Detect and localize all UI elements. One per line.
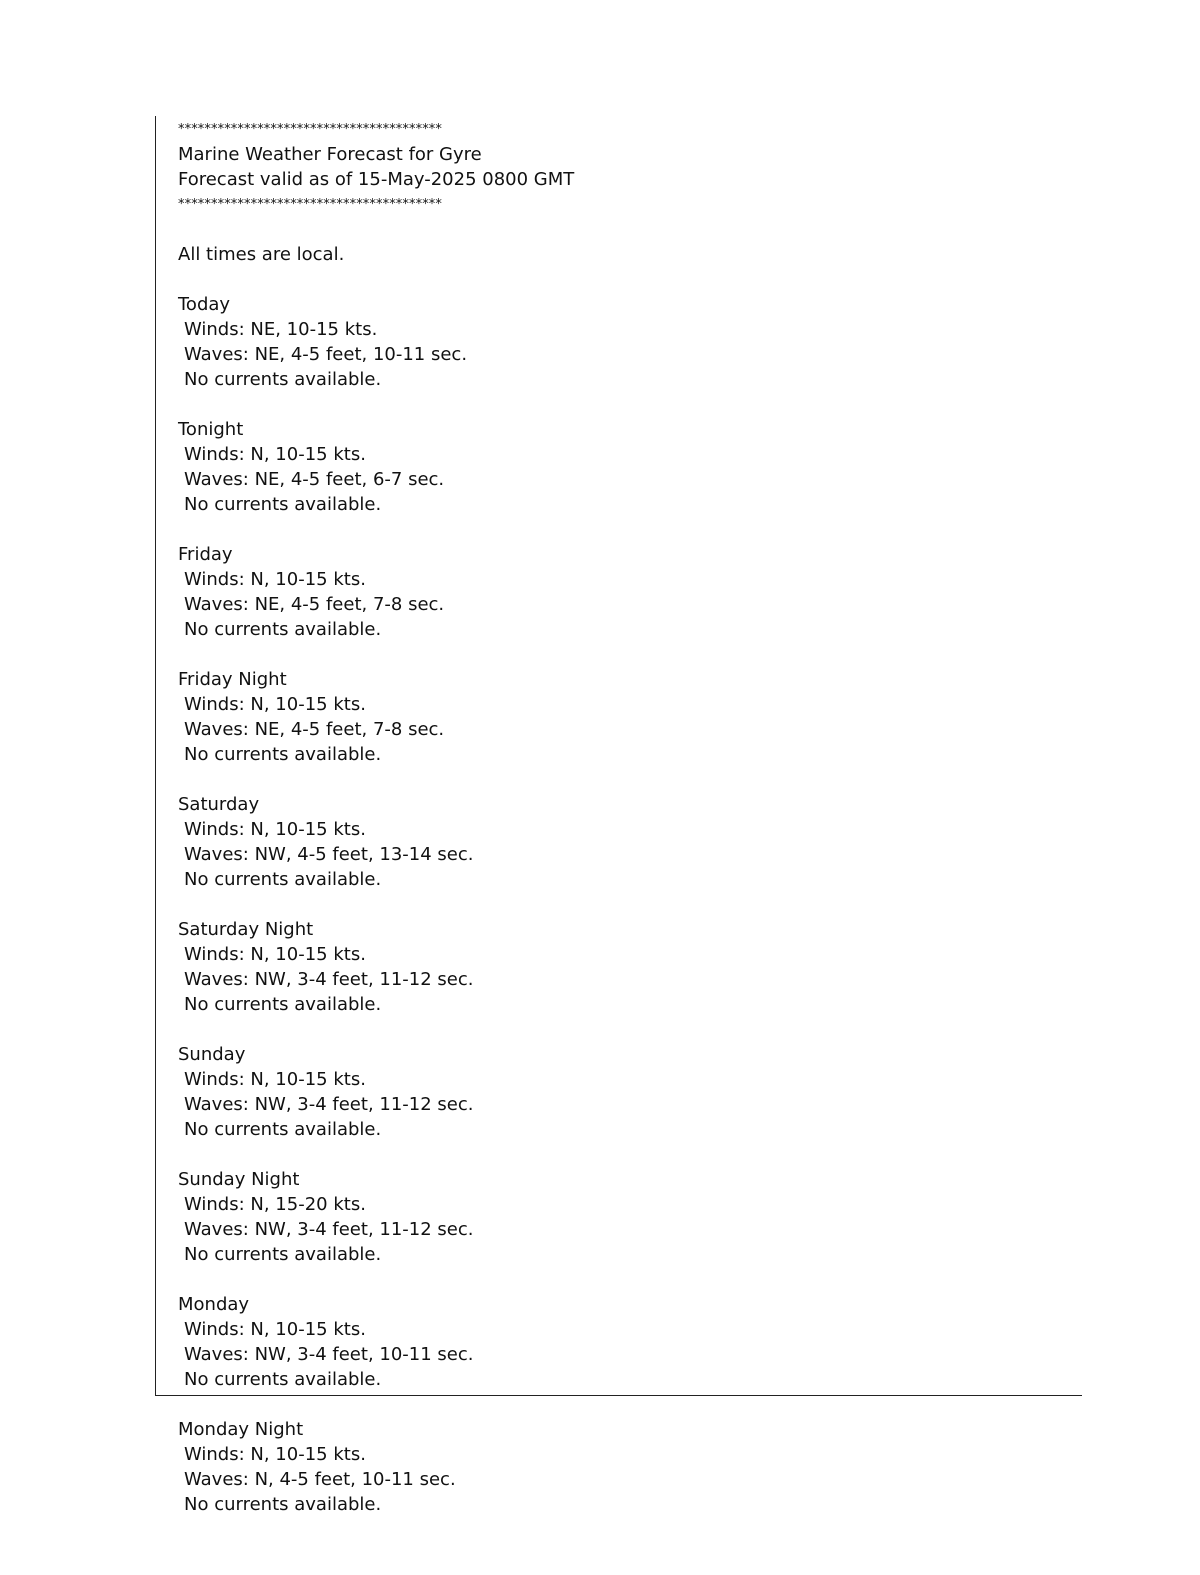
- period-waves: Waves: NW, 4-5 feet, 13-14 sec.: [184, 844, 474, 865]
- period-waves: Waves: NW, 3-4 feet, 11-12 sec.: [184, 969, 474, 990]
- period-tonight: [178, 417, 1078, 517]
- period-name: Today: [178, 294, 231, 315]
- period-monday: [178, 1292, 1078, 1392]
- period-waves: Waves: NE, 4-5 feet, 7-8 sec.: [184, 719, 445, 740]
- period-name: Sunday Night: [178, 1169, 300, 1190]
- spacer: [178, 267, 1078, 292]
- period-currents: No currents available.: [184, 369, 382, 390]
- left-border-rule: [155, 116, 156, 1396]
- period-currents: No currents available.: [184, 1494, 382, 1515]
- period-waves: Waves: NE, 4-5 feet, 6-7 sec.: [184, 469, 445, 490]
- forecast-document: [178, 117, 1078, 1542]
- period-waves: Waves: N, 4-5 feet, 10-11 sec.: [184, 1469, 456, 1490]
- period-sunday-night: [178, 1167, 1078, 1267]
- period-name: Friday Night: [178, 669, 287, 690]
- period-winds: Winds: N, 10-15 kts.: [184, 1069, 366, 1090]
- period-friday-night: [178, 667, 1078, 767]
- period-name: Monday: [178, 1294, 250, 1315]
- period-monday-night: [178, 1417, 1078, 1517]
- period-currents: No currents available.: [184, 1119, 382, 1140]
- period-name: Saturday: [178, 794, 260, 815]
- period-currents: No currents available.: [184, 1369, 382, 1390]
- period-friday: [178, 542, 1078, 642]
- period-winds: Winds: N, 15-20 kts.: [184, 1194, 366, 1215]
- period-today: [178, 292, 1078, 392]
- period-waves: Waves: NE, 4-5 feet, 7-8 sec.: [184, 594, 445, 615]
- period-currents: No currents available.: [184, 744, 382, 765]
- period-winds: Winds: N, 10-15 kts.: [184, 819, 366, 840]
- period-currents: No currents available.: [184, 1244, 382, 1265]
- period-waves: Waves: NW, 3-4 feet, 10-11 sec.: [184, 1344, 474, 1365]
- period-name: Monday Night: [178, 1419, 304, 1440]
- period-currents: No currents available.: [184, 994, 382, 1015]
- period-name: Sunday: [178, 1044, 246, 1065]
- period-name: Saturday Night: [178, 919, 314, 940]
- period-winds: Winds: NE, 10-15 kts.: [184, 319, 378, 340]
- period-winds: Winds: N, 10-15 kts.: [184, 944, 366, 965]
- period-winds: Winds: N, 10-15 kts.: [184, 569, 366, 590]
- period-winds: Winds: N, 10-15 kts.: [184, 1444, 366, 1465]
- period-currents: No currents available.: [184, 619, 382, 640]
- period-winds: Winds: N, 10-15 kts.: [184, 444, 366, 465]
- forecast-valid-time: Forecast valid as of 15-May-2025 0800 GMT: [178, 169, 575, 190]
- period-currents: No currents available.: [184, 869, 382, 890]
- period-winds: Winds: N, 10-15 kts.: [184, 1319, 366, 1340]
- times-note: All times are local.: [178, 244, 345, 265]
- forecast-title: Marine Weather Forecast for Gyre: [178, 144, 482, 165]
- period-sunday: [178, 1042, 1078, 1142]
- period-waves: Waves: NW, 3-4 feet, 11-12 sec.: [184, 1219, 474, 1240]
- header-stars-bottom: ****************************************: [178, 197, 442, 212]
- header-stars-top: ****************************************: [178, 122, 442, 137]
- spacer: [178, 217, 1078, 242]
- period-name: Tonight: [178, 419, 244, 440]
- period-saturday: [178, 792, 1078, 892]
- period-currents: No currents available.: [184, 494, 382, 515]
- period-waves: Waves: NE, 4-5 feet, 10-11 sec.: [184, 344, 468, 365]
- period-name: Friday: [178, 544, 233, 565]
- period-saturday-night: [178, 917, 1078, 1017]
- period-winds: Winds: N, 10-15 kts.: [184, 694, 366, 715]
- period-waves: Waves: NW, 3-4 feet, 11-12 sec.: [184, 1094, 474, 1115]
